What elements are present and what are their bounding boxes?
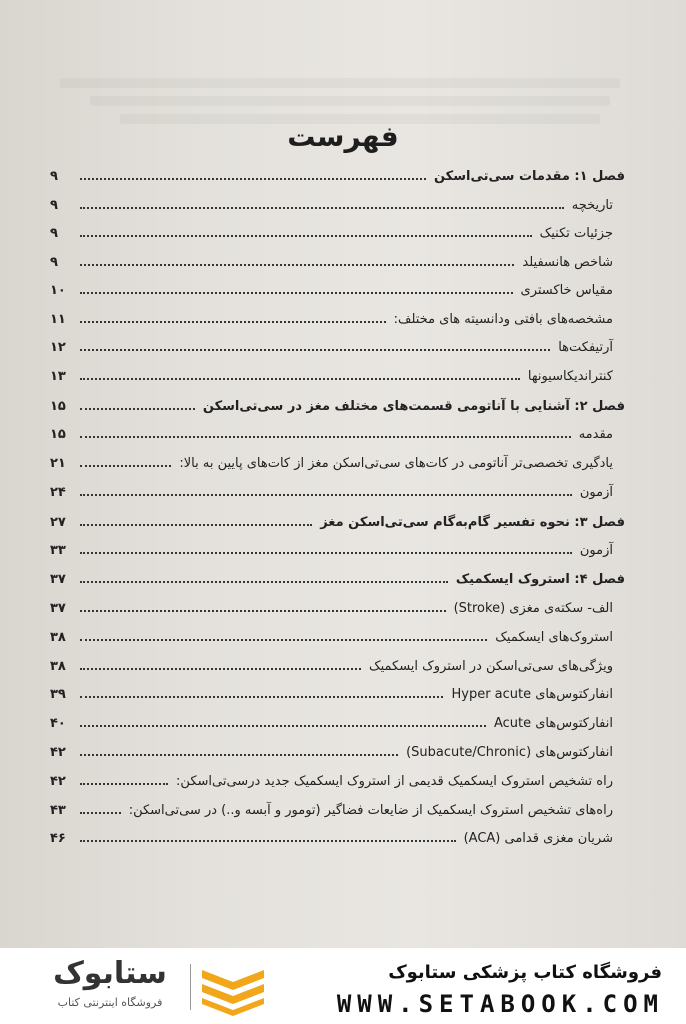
toc-page-number: ۲۷ [50, 515, 66, 530]
toc-entry-label: آزمون [579, 485, 613, 500]
toc-entry [50, 794, 625, 818]
toc-page-number: ۳۸ [50, 630, 66, 645]
toc-page-number: ۹ [50, 255, 58, 270]
dot-leader [80, 207, 564, 209]
toc-entry-label: مشخصه‌های بافتی ودانسیته های مختلف: [393, 312, 613, 327]
toc-entry [50, 447, 625, 471]
toc-entry [50, 765, 625, 789]
toc-page-number: ۲۱ [50, 456, 66, 471]
dot-leader [80, 178, 426, 180]
toc-entry [50, 189, 625, 213]
toc-page-number: ۱۳ [50, 369, 66, 384]
dot-leader [80, 840, 456, 842]
dot-leader [80, 494, 572, 496]
toc-entry-label: استروک‌های ایسکمیک [495, 630, 613, 645]
toc-entry-label: انفارکتوس‌های Hyper acute [451, 687, 613, 702]
toc-entry-label: آزمون [579, 543, 613, 558]
toc-entry-label: شاخص هانسفیلد [522, 255, 613, 270]
toc-chapter-entry [50, 563, 625, 587]
toc-page-number: ۴۰ [50, 716, 66, 731]
dot-leader [80, 783, 168, 785]
toc-entry-label: تاریخچه [571, 198, 613, 213]
shop-url[interactable]: WWW.SETABOOK.COM [336, 990, 664, 1018]
book-stack-icon [198, 960, 268, 1016]
dot-leader [80, 524, 312, 526]
dot-leader [80, 812, 121, 814]
footer-banner [0, 948, 686, 1024]
toc-entry-label: فصل ۴: استروک ایسکمیک [455, 572, 625, 587]
toc-page-number: ۴۲ [50, 774, 66, 789]
toc-entry-label: راه‌های تشخیص استروک ایسکمیک از ضایعات فضاگیر (تومور و آبسه و..) در سی‌تی‌اسکن: [128, 803, 613, 818]
toc-entry-label: انفارکتوس‌های Acute [493, 716, 613, 731]
toc-page-number: ۳۳ [50, 543, 66, 558]
toc-entry [50, 217, 625, 241]
dot-leader [80, 552, 572, 554]
toc-entry [50, 303, 625, 327]
dot-leader [80, 668, 361, 670]
toc-entry-label: فصل ۳: نحوه تفسیر گام‌به‌گام سی‌تی‌اسکن مغز [320, 515, 625, 530]
dot-leader [80, 264, 514, 266]
toc-entry [50, 331, 625, 355]
logo-subtitle: فروشگاه اینترنتی کتاب [57, 996, 163, 1009]
toc-page-number: ۹ [50, 198, 58, 213]
toc-page-number: ۳۸ [50, 659, 66, 674]
dot-leader [80, 725, 486, 727]
dot-leader [80, 610, 446, 612]
logo-divider [190, 964, 191, 1010]
toc-chapter-entry [50, 506, 625, 530]
dot-leader [80, 465, 171, 467]
toc-entry [50, 650, 625, 674]
bleed-through-line [60, 78, 620, 88]
toc-entry-label: آرتیفکت‌ها [558, 340, 613, 355]
toc-page-number: ۳۷ [50, 572, 66, 587]
toc-entry-label: کنترانديکاسیونها [527, 369, 613, 384]
toc-title: فهرست [287, 120, 399, 153]
dot-leader [80, 349, 550, 351]
toc-entry-label: فصل ۲: آشنایی با آناتومی قسمت‌های مختلف مغز در سی‌تی‌اسکن [202, 399, 625, 414]
toc-entry [50, 418, 625, 442]
toc-entry [50, 678, 625, 702]
toc-entry-label: شریان مغزی قدامی (ACA) [463, 831, 613, 846]
toc-page-number: ۱۱ [50, 312, 66, 327]
logo-wordmark: ستابوک [53, 956, 167, 991]
toc-entry-label: مقیاس خاکستری [520, 283, 613, 298]
dot-leader [80, 378, 520, 380]
toc-page-number: ۴۲ [50, 745, 66, 760]
toc-entry [50, 822, 625, 846]
dot-leader [80, 235, 532, 237]
toc-entry-label: یادگیری تخصصی‌تر آناتومی در کات‌های سی‌تی‌اسکن مغز از کات‌های پایین به بالا: [179, 456, 613, 471]
toc-page-number: ۱۵ [50, 427, 66, 442]
toc-page-number: ۳۹ [50, 687, 66, 702]
toc-entry-label: ویژگی‌های سی‌تی‌اسکن در استروک ایسکمیک [368, 659, 613, 674]
toc-page-number: ۴۳ [50, 803, 66, 818]
toc-chapter-entry [50, 390, 625, 414]
toc-entry-label: مقدمه [578, 427, 613, 442]
shop-name: فروشگاه کتاب پزشکی ستابوک [388, 962, 662, 983]
toc-entry [50, 246, 625, 270]
toc-page-number: ۲۴ [50, 485, 66, 500]
dot-leader [80, 321, 386, 323]
toc-entry-label: فصل ۱: مقدمات سی‌تی‌اسکن [433, 169, 625, 184]
dot-leader [80, 696, 443, 698]
toc-entry [50, 592, 625, 616]
toc-entry-label: الف- سکته‌ی مغزی (Stroke) [453, 601, 613, 616]
toc-entry-label: جزئیات تکنیک [539, 226, 613, 241]
dot-leader [80, 754, 398, 756]
dot-leader [80, 408, 195, 410]
dot-leader [80, 436, 571, 438]
dot-leader [80, 639, 487, 641]
toc-page-number: ۱۲ [50, 340, 66, 355]
toc-entry-label: راه تشخیص استروک ایسکمیک قدیمی از استروک ایسکمیک جدید درسی‌تی‌اسکن: [176, 774, 613, 789]
toc-entry [50, 621, 625, 645]
toc-page-number: ۳۷ [50, 601, 66, 616]
toc-entry [50, 534, 625, 558]
toc-page-number: ۱۵ [50, 399, 66, 414]
toc-entry [50, 360, 625, 384]
toc-page-number: ۴۶ [50, 831, 66, 846]
toc-entry [50, 274, 625, 298]
toc-page-number: ۹ [50, 169, 58, 184]
toc-chapter-entry [50, 160, 625, 184]
toc-entry [50, 476, 625, 500]
setabook-logo [30, 956, 280, 1018]
toc-entry [50, 736, 625, 760]
dot-leader [80, 292, 513, 294]
bleed-through-line [90, 96, 610, 106]
toc-entry [50, 707, 625, 731]
dot-leader [80, 581, 448, 583]
toc-entry-label: انفارکتوس‌های (Subacute/Chronic) [406, 745, 613, 760]
toc-page-number: ۹ [50, 226, 58, 241]
toc-page-number: ۱۰ [50, 283, 66, 298]
